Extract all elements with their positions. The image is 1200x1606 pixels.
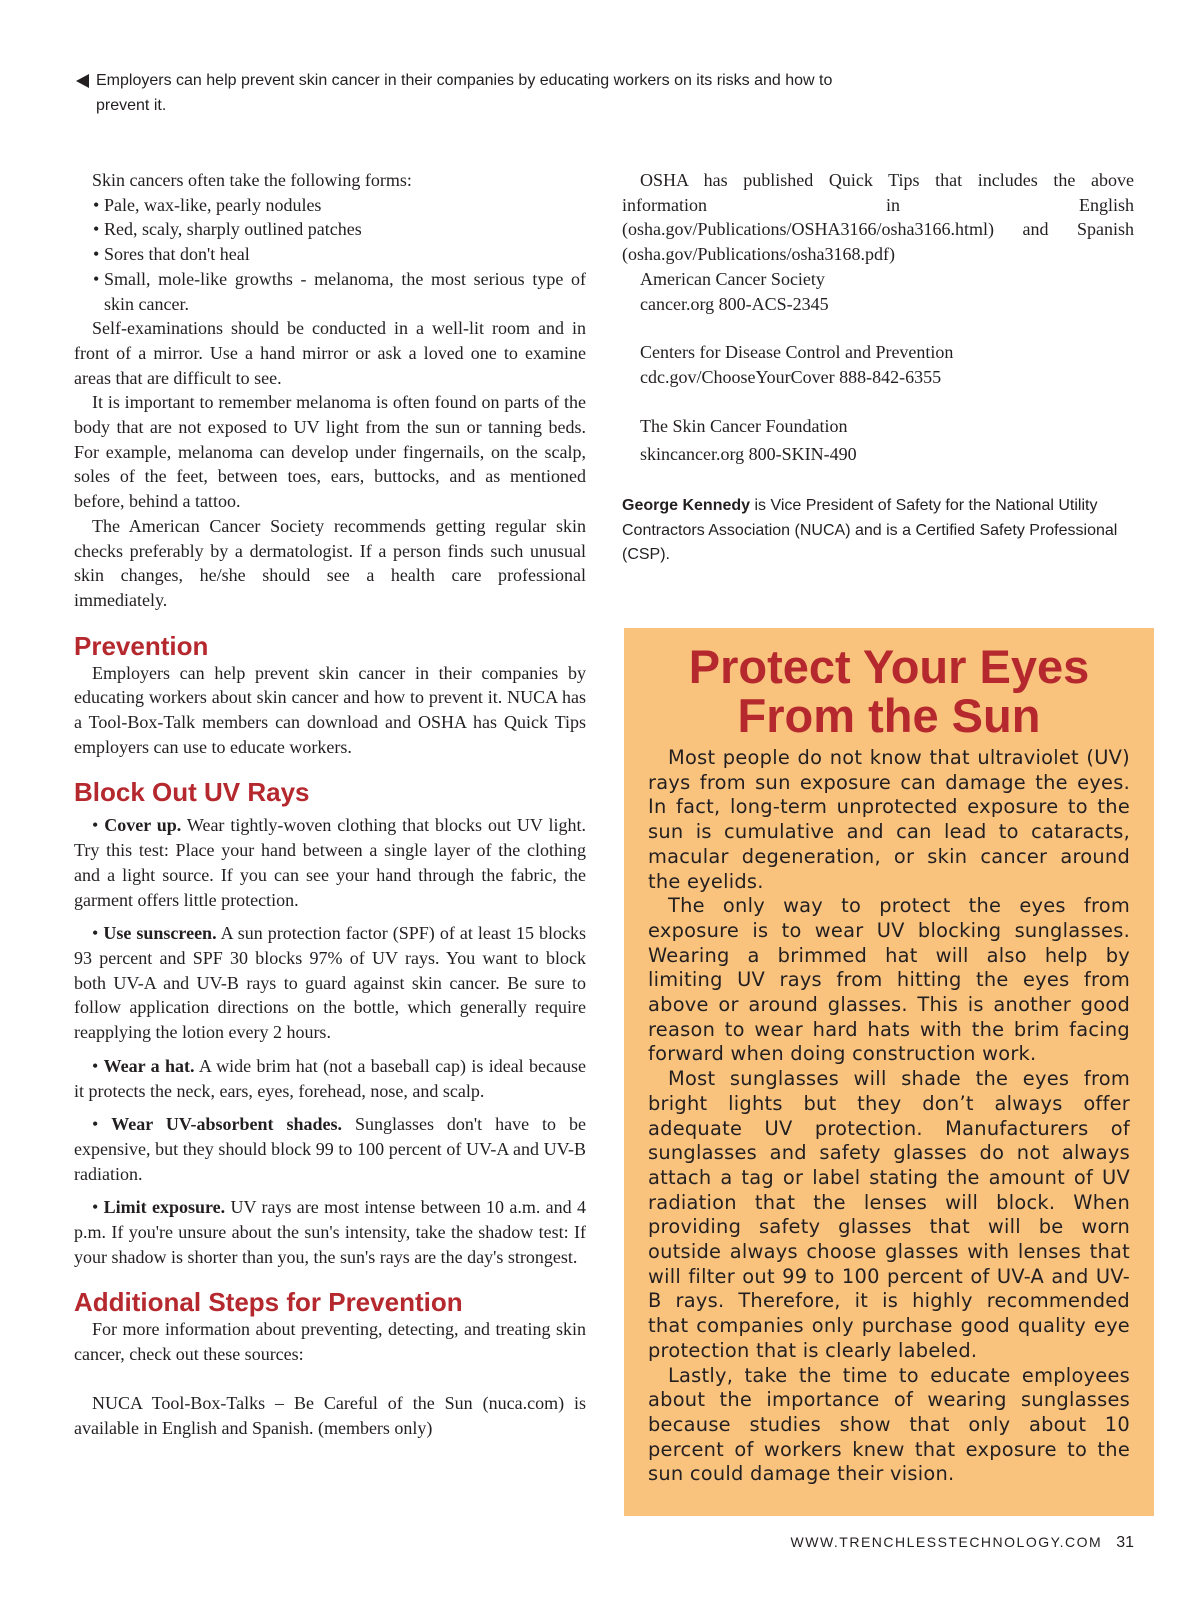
- sidebar-paragraph: Most sunglasses will shade the eyes from bright lights but they don’t always offer adequate UV protection. Manufacturers of sunglasses and safety glasses do not always attach a tag or label stating the amount of UV radiation that the lenses will block. When providing safety glasses that will be worn outside always choose glasses with lenses that will filter out 99 to 100 percent of UV-A and UV-B rays. Therefore, it is highly recommended that companies only purchase good quality eye protection that is clearly labeled.: [648, 1067, 1130, 1362]
- acs-paragraph: The American Cancer Society recommends getting regular skin checks preferably by a dermatologist. If a person finds such unusual skin changes, he/she should see a health care professional immediately.: [74, 515, 586, 610]
- acs-source-contact: cancer.org 800-ACS-2345: [640, 293, 829, 314]
- prevention-paragraph: Employers can help prevent skin cancer in their companies by educating workers about skin cancer and how to prevent it. NUCA has a Tool-Box-Talk members can download and OSHA has Quick Tips employers can use to educate workers.: [74, 662, 586, 757]
- list-item: • Small, mole-like growths - melanoma, the most serious type of skin cancer.: [93, 268, 586, 314]
- skin-cancer-forms-list: [74, 193, 586, 317]
- scf-source-contact: skincancer.org 800-SKIN-490: [640, 444, 857, 465]
- footer-website: WWW.TRENCHLESSTECHNOLOGY.COM: [790, 1534, 1103, 1550]
- list-item: • Red, scaly, sharply outlined patches: [93, 219, 362, 240]
- sidebar-paragraph: The only way to protect the eyes from exposure is to wear UV blocking sunglasses. Wearing a brimmed hat will also help by limiting UV rays from hitting the eyes from above or around glasses. This is another good reason to wear hard hats with the brim facing forward when doing construction work.: [648, 894, 1130, 1066]
- list-item: • Pale, wax-like, pearly nodules: [93, 194, 322, 215]
- sidebar-title: Protect Your Eyes From the Sun: [688, 640, 1090, 742]
- block-uv-heading: Block Out UV Rays: [74, 777, 310, 808]
- melanoma-paragraph: It is important to remember melanoma is often found on parts of the body that are not exposed to UV light from the sun or tanning beds. For example, melanoma can develop under fingernails, on the scalp, soles of the feet, between toes, ears, buttocks, and as mentioned before, behind a tattoo.: [74, 392, 586, 512]
- right-column: [622, 168, 1134, 467]
- self-exam-paragraph: Self-examinations should be conducted in a well-lit room and in front of a mirror. Use a hand mirror or ask a loved one to examine areas that are difficult to see.: [74, 318, 586, 388]
- tip-shades: • Wear UV-absorbent shades. Sunglasses don't have to be expensive, but they should block 99 to 100 percent of UV-A and UV-B radiation.: [74, 1114, 586, 1184]
- tip-cover-up: • Cover up. Wear tightly-woven clothing that blocks out UV light. Try this test: Place your hand between a single layer of the clothing and a light source. If you can see your hand through the fabric, the garment offers little protection.: [74, 815, 586, 910]
- cdc-source-name: Centers for Disease Control and Prevention: [640, 342, 954, 363]
- sidebar-paragraph: Most people do not know that ultraviolet (UV) rays from sun exposure can damage the eyes. In fact, long-term unprotected exposure to the sun is cumulative and can lead to cataracts, macular degeneration, or skin cancer around the eyelids.: [648, 746, 1130, 893]
- tip-sunscreen: • Use sunscreen. A sun protection factor (SPF) of at least 15 blocks 93 percent and SPF 30 blocks 97% of UV rays. You want to block both UV-A and UV-B rays to guard against skin cancer. Be sure to follow application directions on the bottle, which generally require reapplying the lotion every 2 hours.: [74, 923, 586, 1043]
- additional-steps-paragraph: For more information about preventing, detecting, and treating skin cancer, check out these sources:: [74, 1319, 586, 1365]
- sidebar-paragraph: Lastly, take the time to educate employees about the importance of wearing sunglasses because studies show that only about 10 percent of workers knew that exposure to the sun could damage their vision.: [648, 1363, 1130, 1486]
- list-item: • Sores that don't heal: [93, 244, 250, 265]
- sidebar-box: [624, 628, 1154, 1516]
- page-number: 31: [1116, 1534, 1134, 1551]
- tip-limit-exposure: • Limit exposure. UV rays are most intense between 10 a.m. and 4 p.m. If you're unsure about the sun's intensity, take the shadow test: If your shadow is shorter than you, the sun's rays are the day's strongest.: [74, 1197, 586, 1267]
- cdc-source-contact: cdc.gov/ChooseYourCover 888-842-6355: [640, 366, 942, 387]
- tip-hat: • Wear a hat. A wide brim hat (not a baseball cap) is ideal because it protects the neck, ears, eyes, forehead, nose, and scalp.: [74, 1055, 586, 1101]
- author-bio-text: is Vice President of Safety for the National Utility Contractors Association (NUCA) and is a Certified Safety Professional (CSP).: [622, 497, 1118, 563]
- additional-steps-heading: Additional Steps for Prevention: [74, 1287, 463, 1318]
- forms-intro: Skin cancers often take the following forms:: [92, 170, 412, 190]
- photo-caption: [74, 68, 834, 118]
- caption-text: Employers can help prevent skin cancer in their companies by educating workers on its risks and how to prevent it.: [96, 72, 833, 114]
- left-column: [74, 168, 586, 1440]
- author-name: George Kennedy: [622, 497, 751, 514]
- acs-source-name: American Cancer Society: [640, 268, 825, 289]
- page-footer: [791, 1534, 1134, 1552]
- osha-paragraph: OSHA has published Quick Tips that includes the above information in English (osha.gov/Publications/OSHA3166/osha3166.html) and Spanish (osha.gov/Publications/osha3168.pdf): [622, 170, 1134, 265]
- author-bio: [622, 494, 1134, 568]
- nuca-toolbox-paragraph: NUCA Tool-Box-Talks – Be Careful of the Sun (nuca.com) is available in English and Spanish. (members only): [74, 1392, 586, 1438]
- caption-arrow-icon: [76, 74, 89, 88]
- prevention-heading: Prevention: [74, 630, 209, 661]
- scf-source-name: The Skin Cancer Foundation: [640, 415, 848, 436]
